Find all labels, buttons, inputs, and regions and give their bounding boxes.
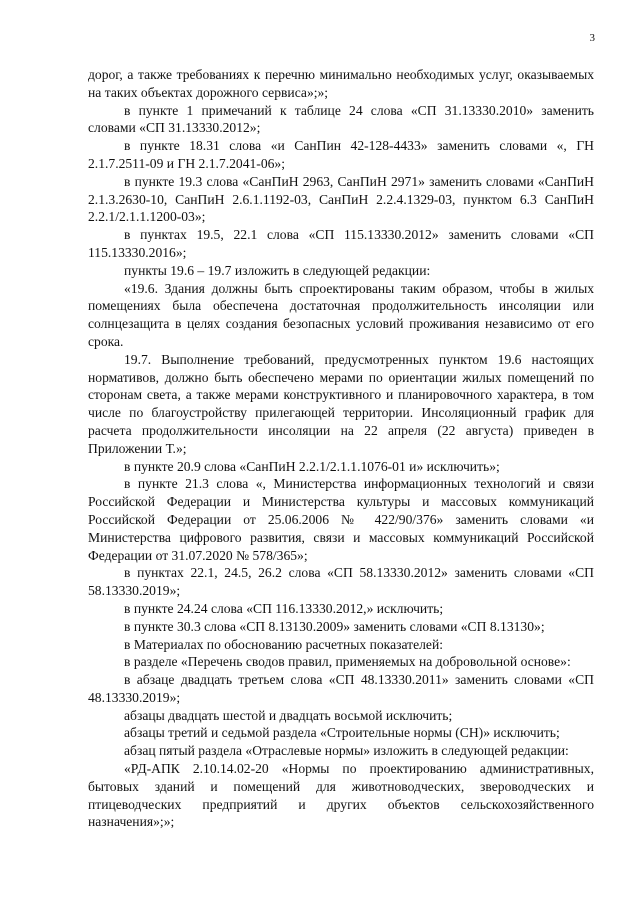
paragraph: в пункте 21.3 слова «, Министерства информационных технологий и связи Российской Федерации и Министерства культуры и массовых коммуникаций Российской Федерации от 25.06.2006 № 422/90/376» заменить словами «и Министерства цифрового развития, связи и массовых коммуникаций Российской Федерации от 31.07.2020 № 578/365»;: [88, 476, 594, 563]
document-body: [88, 66, 594, 831]
paragraph: в пунктах 19.5, 22.1 слова «СП 115.13330.2012» заменить словами «СП 115.13330.2016»;: [88, 227, 594, 260]
paragraph: в разделе «Перечень сводов правил, применяемых на добровольной основе»:: [124, 654, 571, 670]
paragraph: пункты 19.6 – 19.7 изложить в следующей редакции:: [124, 262, 431, 278]
paragraph: дорог, а также требованиях к перечню минимально необходимых услуг, оказываемых на таких объектах дорожного сервиса»;»;: [88, 67, 594, 100]
paragraph: в пункте 20.9 слова «СанПиН 2.2.1/2.1.1.1076-01 и» исключить»;: [124, 458, 500, 474]
paragraph: 19.7. Выполнение требований, предусмотренных пунктом 19.6 настоящих нормативов, должно быть обеспечено мерами по ориентации жилых помещений по сторонам света, а также мерами конструктивного и планировочного характера, в том числе по благоустройству прилегающей территории. Инсоляционный график для расчета продолжительности инсоляции на 22 апреля (22 августа) приведен в Приложении Т.»;: [88, 351, 594, 456]
paragraph: в пункте 30.3 слова «СП 8.13130.2009» заменить словами «СП 8.13130»;: [124, 618, 545, 634]
paragraph: в пункте 19.3 слова «СанПиН 2963, СанПиН 2971» заменить словами «СанПиН 2.1.3.2630-10, СанПиН 2.6.1.1192-03, СанПиН 2.2.4.1329-03, пунктом 6.3 СанПиН 2.2.1/2.1.1.1200-03»;: [88, 173, 594, 225]
paragraph: в пункте 24.24 слова «СП 116.13330.2012,» исключить;: [124, 600, 444, 616]
paragraph: в абзаце двадцать третьем слова «СП 48.13330.2011» заменить словами «СП 48.13330.2019»;: [88, 672, 594, 705]
paragraph: «РД-АПК 2.10.14.02-20 «Нормы по проектированию административных, бытовых зданий и помещений для животноводческих, звероводческих и птицеводческих предприятий и других объектов сельскохозяйственного назначения»;»;: [88, 761, 594, 830]
page-number: 3: [589, 32, 595, 44]
paragraph: «19.6. Здания должны быть спроектированы таким образом, чтобы в жилых помещениях была обеспечена достаточная продолжительность инсоляции или солнцезащита в целях создания безопасных условий проживания независимо от его срока.: [88, 280, 594, 349]
paragraph: в пункте 18.31 слова «и СанПин 42-128-4433» заменить словами «, ГН 2.1.7.2511-09 и ГН 2.1.7.2041-06»;: [88, 138, 594, 171]
paragraph: абзацы двадцать шестой и двадцать восьмой исключить;: [124, 707, 453, 723]
paragraph: в пункте 1 примечаний к таблице 24 слова «СП 31.13330.2010» заменить словами «СП 31.13330.2012»;: [88, 102, 594, 136]
paragraph: в Материалах по обоснованию расчетных показателей:: [124, 636, 444, 652]
paragraph: абзацы третий и седьмой раздела «Строительные нормы (СН)» исключить;: [124, 725, 560, 741]
paragraph: абзац пятый раздела «Отраслевые нормы» изложить в следующей редакции:: [124, 743, 569, 759]
paragraph: в пунктах 22.1, 24.5, 26.2 слова «СП 58.13330.2012» заменить словами «СП 58.13330.2019»;: [88, 565, 594, 599]
